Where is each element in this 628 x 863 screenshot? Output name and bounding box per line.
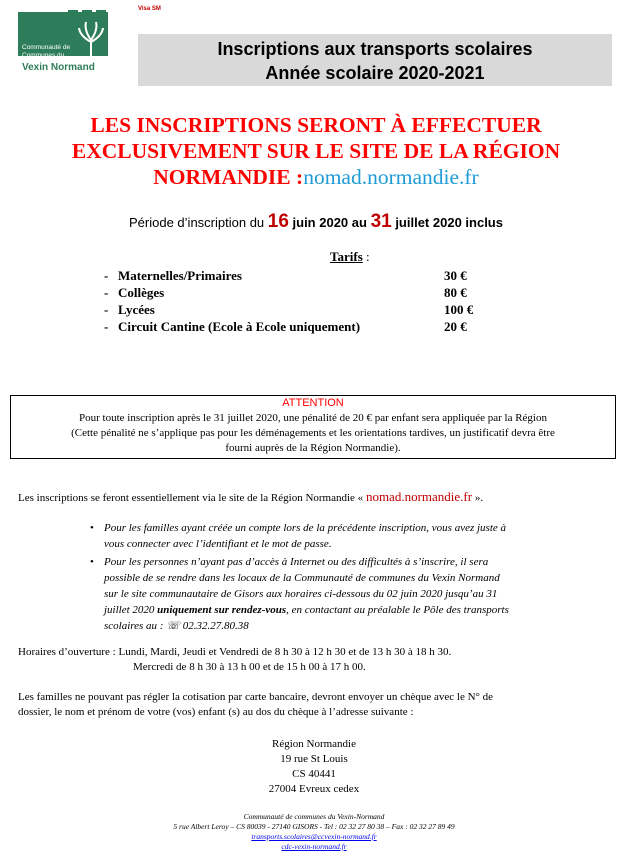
tarifs-heading — [330, 249, 370, 265]
bullet-item — [90, 554, 616, 634]
logo — [18, 12, 108, 88]
address-block — [0, 737, 628, 797]
tarif-value: 30 € — [444, 268, 467, 283]
attention-line3: fourni auprès de la Région Normandie). — [225, 442, 401, 454]
registration-period — [20, 211, 612, 233]
logo-text-line1: Communauté de — [22, 44, 71, 51]
bullet-icon: • — [90, 556, 94, 568]
logo-text-line3: Vexin Normand — [22, 62, 95, 73]
tarif-dash: - — [104, 285, 109, 300]
tarif-dash: - — [104, 302, 109, 317]
bullet-line: Pour les personnes n’ayant pas d’accès à Internet ou des difficultés à s’inscrire, il sera — [104, 556, 489, 568]
footer — [0, 812, 628, 852]
bullet-line — [104, 602, 616, 618]
end-day: 31 — [370, 211, 392, 232]
bullet-text: , en contactant au préalable le Pôle des transports — [286, 604, 509, 616]
logo-tower — [96, 10, 106, 18]
intro-end: ». — [472, 492, 484, 504]
bullet-line: Pour les familles ayant créée un compte lors de la précédente inscription, vous avez juste à — [104, 522, 507, 534]
bullet-item — [90, 520, 616, 552]
tarif-value: 20 € — [444, 319, 467, 334]
headline — [20, 112, 612, 190]
tarifs-colon: : — [362, 249, 370, 264]
footer-web-link[interactable]: cdc-vexin-normand.fr — [281, 842, 347, 851]
tarif-dash: - — [104, 319, 109, 334]
start-day: 16 — [267, 211, 289, 232]
logo-tower — [68, 10, 78, 18]
attention-box — [10, 395, 616, 459]
rdv-emphasis: uniquement sur rendez-vous — [157, 604, 287, 616]
footer-email-link[interactable]: transports.scolaires@ccvexin-normand.fr — [251, 832, 377, 841]
bullet-text: juillet 2020 — [104, 604, 158, 616]
address-line: 19 rue St Louis — [280, 753, 348, 765]
tarif-row — [104, 268, 484, 285]
attention-line2: (Cette pénalité ne s’applique pas pour les déménagements et les orientations tardives, un justificatif devra être — [71, 427, 555, 439]
attention-heading: ATTENTION — [282, 397, 344, 409]
bullet-line: vous connecter avec l’identifiant et le mot de passe. — [104, 538, 332, 550]
tarifs-title: Tarifs — [330, 249, 363, 264]
opening-hours-line2: Mercredi de 8 h 30 à 13 h 00 et de 15 h 00 à 17 h 00. — [133, 661, 366, 673]
logo-text-line2: Communes du — [22, 52, 65, 59]
tarif-row — [104, 319, 484, 336]
tarif-label: Maternelles/Primaires — [118, 268, 242, 283]
end-month: juillet 2020 inclus — [391, 215, 503, 230]
phone-line: scolaires au : ☏ 02.32.27.80.38 — [104, 620, 249, 632]
cheque-paragraph — [18, 690, 614, 720]
visa-stamp: Visa SM — [138, 6, 161, 12]
logo-tower — [82, 10, 92, 18]
bullet-icon: • — [90, 522, 94, 534]
tarif-label: Circuit Cantine (Ecole à Ecole uniquement) — [118, 319, 361, 334]
tree-icon — [76, 20, 106, 56]
title-line2: Année scolaire 2020-2021 — [265, 63, 485, 83]
opening-hours-line1: Horaires d’ouverture : Lundi, Mardi, Jeudi et Vendredi de 8 h 30 à 12 h 30 et de 13 h 30 à 18 h 30. — [18, 646, 452, 658]
footer-org: Communauté de communes du Vexin-Normand — [243, 812, 385, 821]
tarif-value: 80 € — [444, 285, 467, 300]
period-prefix: Période d’inscription du — [129, 215, 268, 230]
start-month: juin 2020 au — [288, 215, 371, 230]
tarif-dash: - — [104, 268, 109, 283]
title-line1: Inscriptions aux transports scolaires — [217, 39, 533, 59]
bullet-line: sur le site communautaire de Gisors aux horaires ci-dessous du 02 juin 2020 jusqu’au 31 — [104, 588, 498, 600]
tarif-value: 100 € — [444, 302, 474, 317]
address-line: Région Normandie — [271, 738, 356, 750]
nomad-link-inline[interactable]: nomad.normandie.fr — [365, 489, 473, 504]
intro-text: Les inscriptions se feront essentiellement via le site de la Région Normandie « — [18, 492, 366, 504]
address-line: 27004 Evreux cedex — [268, 783, 360, 795]
title-box — [138, 34, 612, 86]
tarif-row — [104, 285, 484, 302]
nomad-link[interactable]: nomad.normandie.fr — [303, 165, 479, 189]
cheque-line1: Les familles ne pouvant pas régler la cotisation par carte bancaire, devront envoyer un chèque avec le N° de — [18, 691, 494, 703]
footer-address: 5 rue Albert Leroy – CS 80039 - 27140 GISORS - Tel : 02 32 27 80 38 – Fax : 02 32 27 89 49 — [173, 822, 455, 831]
address-line: CS 40441 — [292, 768, 336, 780]
bullet-line: possible de se rendre dans les locaux de la Communauté de communes du Vexin Normand — [104, 572, 500, 584]
headline-line3: NORMANDIE : — [153, 165, 304, 189]
tarif-row — [104, 302, 484, 319]
attention-line1: Pour toute inscription après le 31 juillet 2020, une pénalité de 20 € par enfant sera appliquée par la Région — [79, 412, 547, 424]
tarif-label: Lycées — [118, 302, 155, 317]
cheque-line2: dossier, le nom et prénom de votre (vos) enfant (s) au dos du chèque à l’adresse suivante : — [18, 706, 414, 718]
tarif-label: Collèges — [118, 285, 165, 300]
intro-paragraph — [18, 489, 483, 506]
headline-line2: EXCLUSIVEMENT SUR LE SITE DE LA RÉGION — [71, 139, 561, 163]
headline-line1: LES INSCRIPTIONS SERONT À EFFECTUER — [90, 113, 542, 137]
